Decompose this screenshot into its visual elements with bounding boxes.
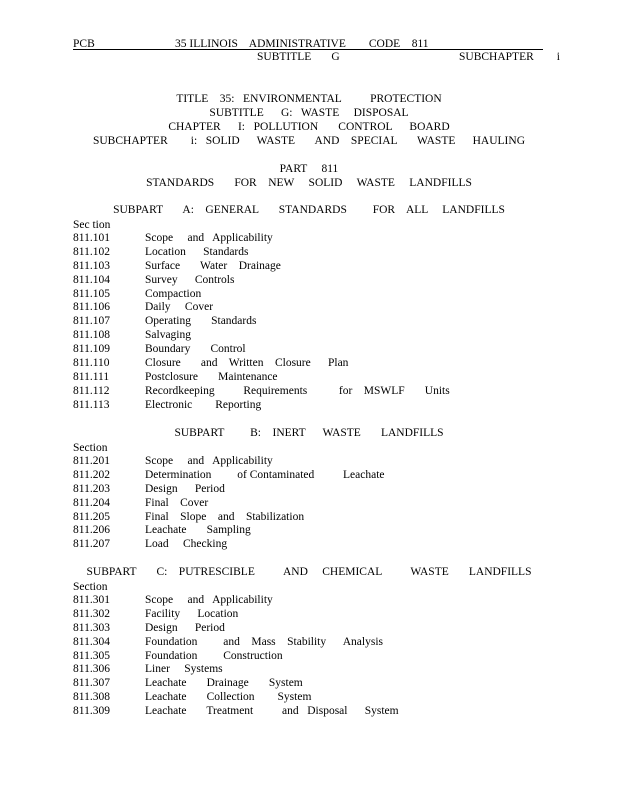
section-label: Section bbox=[73, 581, 108, 593]
section-title: Scope and Applicability bbox=[145, 455, 273, 467]
section-number: 811.309 bbox=[73, 705, 110, 718]
section-title: Final Slope and Stabilization bbox=[145, 510, 305, 523]
section-title: Daily Cover bbox=[145, 301, 214, 314]
section-number: 811.107 bbox=[73, 315, 110, 328]
section-number: 811.308 bbox=[73, 691, 110, 704]
section-title: Design Period bbox=[145, 621, 225, 634]
section-number: 811.205 bbox=[73, 510, 110, 523]
section-number: 811.306 bbox=[73, 663, 110, 676]
section-number: 811.201 bbox=[73, 455, 110, 467]
section-number: 811.303 bbox=[73, 621, 110, 634]
section-number: 811.307 bbox=[73, 677, 110, 690]
running-header-right: SUBCHAPTER i bbox=[459, 51, 560, 63]
section-number: 811.108 bbox=[73, 329, 110, 342]
running-header-left: PCB bbox=[73, 38, 95, 50]
section-number: 811.304 bbox=[73, 635, 110, 648]
subchapter-line: SUBCHAPTER i: SOLID WASTE AND SPECIAL WASTE HAULING bbox=[92, 135, 525, 147]
section-title: Determination of Contaminated Leachate bbox=[145, 468, 385, 481]
section-number: 811.112 bbox=[73, 384, 110, 397]
section-title: Foundation and Mass Stability Analysis bbox=[145, 635, 383, 648]
section-number: 811.204 bbox=[73, 496, 110, 509]
section-number: 811.305 bbox=[73, 649, 110, 662]
subpart-a-heading: SUBPART A: GENERAL STANDARDS FOR ALL LANDFILLS bbox=[113, 204, 505, 216]
section-number: 811.301 bbox=[73, 594, 110, 606]
section-number: 811.302 bbox=[73, 607, 110, 620]
section-title: Liner Systems bbox=[145, 663, 223, 676]
section-title: Leachate Sampling bbox=[145, 524, 251, 537]
section-number: 811.101 bbox=[73, 232, 110, 244]
section-number: 811.202 bbox=[73, 468, 110, 481]
section-title: Load Checking bbox=[145, 538, 228, 551]
section-title: Compaction bbox=[145, 287, 202, 300]
section-title: Design Period bbox=[145, 482, 225, 495]
part-number: PART 811 bbox=[279, 163, 339, 175]
running-header-subtitle: SUBTITLE G bbox=[257, 51, 340, 63]
section-title: Closure and Written Closure Plan bbox=[145, 357, 349, 370]
running-header-center: 35 ILLINOIS ADMINISTRATIVE CODE 811 bbox=[175, 38, 429, 50]
section-title: Recordkeeping Requirements for MSWLF Units bbox=[145, 384, 450, 397]
section-title: Scope and Applicability bbox=[145, 232, 273, 244]
subpart-b-heading: SUBPART B: INERT WASTE LANDFILLS bbox=[174, 427, 444, 439]
section-number: 811.106 bbox=[73, 301, 110, 314]
section-title: Final Cover bbox=[145, 496, 209, 509]
section-number: 811.103 bbox=[73, 259, 110, 272]
section-title: Leachate Drainage System bbox=[145, 677, 303, 690]
subpart-c-heading: SUBPART C: PUTRESCIBLE AND CHEMICAL WASTE LANDFILLS bbox=[86, 566, 532, 578]
section-title: Electronic Reporting bbox=[145, 398, 262, 411]
section-label: Section bbox=[73, 442, 108, 454]
section-title: Foundation Construction bbox=[145, 649, 283, 662]
section-title: Boundary Control bbox=[145, 343, 246, 356]
section-label: Sec tion bbox=[73, 219, 111, 231]
section-number: 811.206 bbox=[73, 524, 110, 537]
section-title: Facility Location bbox=[145, 607, 239, 620]
section-title: Leachate Collection System bbox=[145, 691, 312, 704]
section-number: 811.104 bbox=[73, 273, 110, 286]
section-number: 811.203 bbox=[73, 482, 110, 495]
section-title: Leachate Treatment and Disposal System bbox=[145, 705, 399, 718]
section-title: Operating Standards bbox=[145, 315, 257, 328]
section-number: 811.105 bbox=[73, 287, 110, 300]
subtitle-line: SUBTITLE G: WASTE DISPOSAL bbox=[209, 107, 409, 119]
section-number: 811.109 bbox=[73, 343, 110, 356]
section-number: 811.207 bbox=[73, 538, 110, 551]
section-title: Scope and Applicability bbox=[145, 594, 273, 606]
section-title: Postclosure Maintenance bbox=[145, 370, 278, 383]
section-title: Location Standards bbox=[145, 245, 249, 258]
chapter-line: CHAPTER I: POLLUTION CONTROL BOARD bbox=[168, 121, 450, 133]
section-number: 811.111 bbox=[73, 370, 110, 383]
section-title: Survey Controls bbox=[145, 273, 235, 286]
section-number: 811.102 bbox=[73, 245, 110, 258]
section-number: 811.113 bbox=[73, 398, 110, 411]
section-title: Surface Water Drainage bbox=[145, 259, 281, 272]
title-line: TITLE 35: ENVIRONMENTAL PROTECTION bbox=[176, 93, 442, 105]
section-title: Salvaging bbox=[145, 329, 191, 342]
section-number: 811.110 bbox=[73, 357, 110, 370]
part-heading: STANDARDS FOR NEW SOLID WASTE LANDFILLS bbox=[146, 177, 472, 189]
